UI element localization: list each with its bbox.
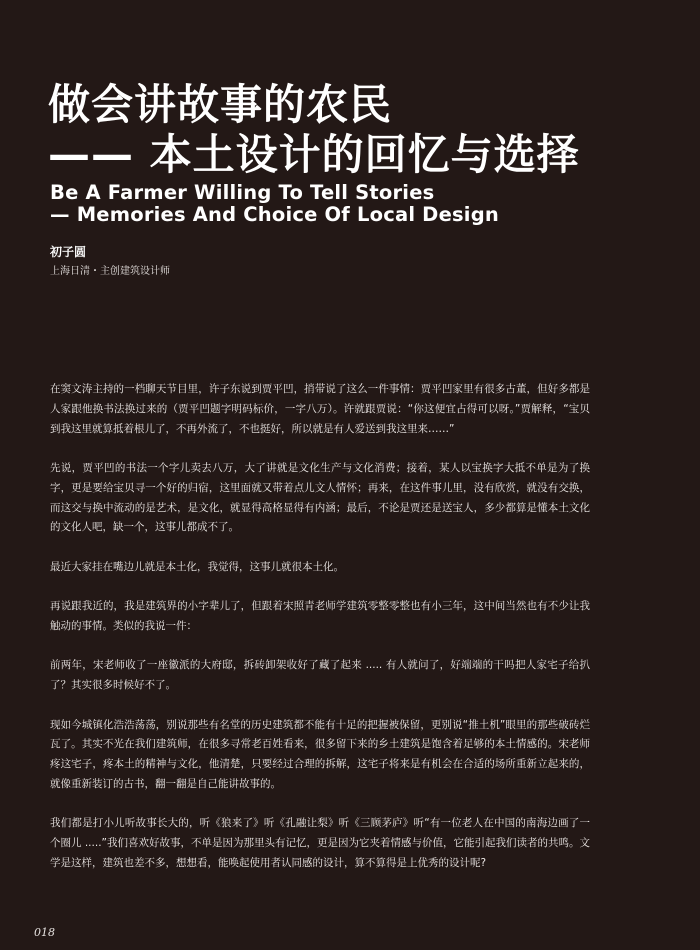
chinese-title-line-2: —— 本土设计的回忆与选择 bbox=[48, 130, 580, 179]
english-title bbox=[50, 182, 670, 226]
author-name: 初子圆 bbox=[50, 245, 87, 259]
chinese-title-line-1: 做会讲故事的农民 bbox=[48, 80, 393, 129]
english-title-line-2: — Memories And Choice Of Local Design bbox=[50, 203, 499, 226]
page-number: 018 bbox=[34, 926, 55, 939]
body-paragraph-6: 现如今城镇化浩浩荡荡，别说那些有名堂的历史建筑都不能有十足的把握被保留，更别说“推土机”眼里的那些破砖烂瓦了。其实不光在我们建筑师，在很多寻常老百姓看来，很多留下来的乡土建筑是饱含着足够的本土情感的。宋老师疼这宅子，疼本土的精神与文化，他清楚，只要经过合理的拆解，这宅子将来是有机会在合适的场所重新立起来的，就像重新装订的古书，翻一翻是自己能讲故事的。 bbox=[50, 718, 590, 790]
article-body bbox=[50, 380, 590, 893]
chinese-title bbox=[48, 80, 668, 180]
body-paragraph-1: 在窦文涛主持的一档聊天节目里，许子东说到贾平凹，捎带说了这么一件事情：贾平凹家里有很多古董，但好多都是人家跟他换书法换过来的（贾平凹题字明码标价，一字八万）。许就跟贾说：“你这便宜占得可以呀。”贾解释，“宝贝到我这里就算抵着根儿了，不再外流了，不也挺好，所以就是有人爱送到我这里来……” bbox=[50, 383, 590, 435]
body-paragraph-3: 最近大家挂在嘴边儿就是本土化，我觉得，这事儿就很本土化。 bbox=[50, 560, 344, 573]
body-paragraph-5: 前两年，宋老师收了一座徽派的大府邸，拆砖卸架收好了藏了起来 ..... 有人就问了，好端端的干吗把人家宅子给扒了？其实很多时候好不了。 bbox=[50, 659, 590, 692]
body-paragraph-2: 先说，贾平凹的书法一个字儿卖去八万，大了讲就是文化生产与文化消费；接着，某人以宝换字大抵不单是为了换字，更是要给宝贝寻一个好的归宿，这里面就又带着点儿文人情怀；再来，在这件事儿里，没有欣赏，就没有交换，而这交与换中流动的是艺术，是文化，就显得高格显得有内涵；最后，不论是贾还是送宝人，多少都算是懂本土文化的文化人吧，缺一个，这事儿都成不了。 bbox=[50, 461, 590, 534]
body-paragraph-4: 再说跟我近的，我是建筑界的小字辈儿了，但跟着宋照青老师学建筑零整零整也有小三年，这中间当然也有不少让我触动的事情。类似的我说一件： bbox=[50, 600, 590, 632]
english-title-line-1: Be A Farmer Willing To Tell Stories bbox=[50, 181, 435, 204]
body-paragraph-7: 我们都是打小儿听故事长大的，听《狼来了》听《孔融让梨》听《三顾茅庐》听“有一位老人在中国的南海边画了一个圈儿 .....”我们喜欢好故事，不单是因为那里头有记忆，更是因为它夹着情感与价值，它能引起我们读者的共鸣。文学是这样，建筑也差不多，想想看，能唤起使用者认同感的设计，算不算得是上优秀的设计呢? bbox=[50, 817, 590, 869]
author-role: 上海日清・主创建筑设计师 bbox=[50, 266, 170, 277]
